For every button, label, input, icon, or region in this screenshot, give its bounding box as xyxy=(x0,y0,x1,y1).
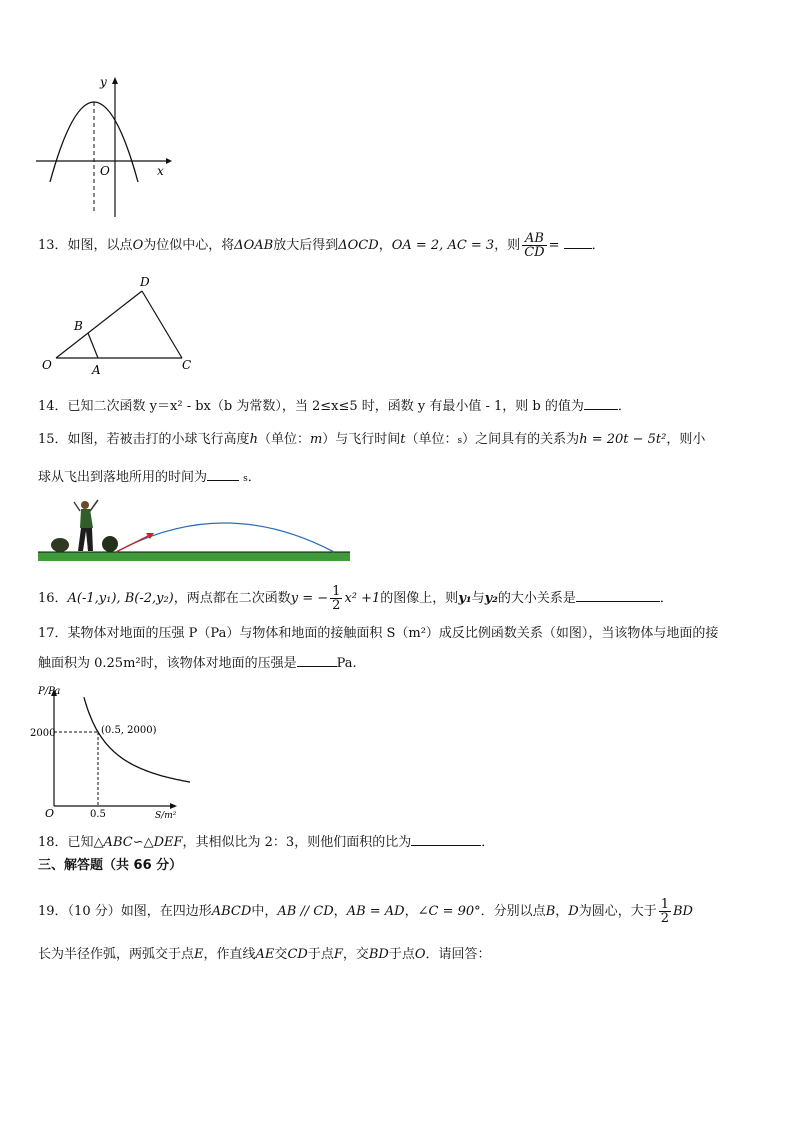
section-3-title: 三、解答题（共 66 分） xyxy=(38,858,183,873)
segment-od xyxy=(56,291,142,358)
origin-label: O xyxy=(100,164,110,178)
origin-label: O xyxy=(45,807,55,820)
label-d: D xyxy=(140,275,150,289)
triangle-figure xyxy=(34,272,204,378)
question-17-line2: 触面积为 0.25m²时，该物体对地面的压强是 Pa. xyxy=(38,652,357,674)
fraction-one-half: $\frac{1}{2}$ xyxy=(660,897,669,926)
point-label: (0.5, 2000) xyxy=(101,725,157,736)
s-axis-label: S/m² xyxy=(155,811,177,821)
y-axis-arrow xyxy=(112,77,118,84)
ball-trajectory xyxy=(116,523,334,552)
y-tick-label: 2000 xyxy=(30,728,56,739)
golf-figure xyxy=(38,496,352,566)
question-19-line2: 长为半径作弧，两弧交于点E，作直线AE交CD于点F，交BD于点O．请回答： xyxy=(38,947,491,962)
y-label: y xyxy=(100,75,107,89)
s-axis-arrow xyxy=(170,803,177,809)
segment-ba xyxy=(88,333,98,358)
answer-blank[interactable] xyxy=(576,587,660,602)
segment-dc xyxy=(142,291,182,358)
fraction-one-half: $\frac{1}{2}$ xyxy=(332,584,341,613)
inverse-proportion-curve xyxy=(84,697,190,790)
question-13: 13．如图，以点O为位似中心，将ΔOAB放大后得到ΔOCD，OA = 2, AC = 3，则 $\frac{AB}{CD}$ = ． xyxy=(38,231,605,260)
label-b: B xyxy=(74,319,83,333)
question-19-line1: 19．（10 分）如图，在四边形ABCD中，AB // CD，AB = AD，∠C = 90°．分别以点B，D为圆心，大于 $\frac{1}{2}$ BD xyxy=(38,897,693,926)
question-15-line2: 球从飞出到落地所用的时间为 s． xyxy=(38,466,261,489)
answer-blank[interactable] xyxy=(297,652,337,667)
parabola-curve xyxy=(50,102,138,182)
question-18: 18．已知△ABC∽△DEF，其相似比为 2：3，则他们面积的比为 ． xyxy=(38,831,494,853)
answer-blank[interactable] xyxy=(207,466,239,481)
question-15-line1: 15．如图，若被击打的小球飞行高度h（单位：m）与飞行时间t（单位：s）之间具有的关系为h = 20t − 5t²，则小 xyxy=(38,432,706,447)
label-o: O xyxy=(42,358,52,372)
question-14: 14．已知二次函数 y＝x² - bx（b 为常数），当 2≤x≤5 时，函数 y 有最小值 - 1，则 b 的值为 ． xyxy=(38,395,631,417)
bush-icon xyxy=(102,536,118,552)
label-a: A xyxy=(92,363,101,377)
x-label: x xyxy=(157,164,164,178)
answer-blank[interactable] xyxy=(584,395,618,410)
fraction-ab-cd: $\frac{AB}{CD}$ xyxy=(524,231,545,260)
answer-blank[interactable] xyxy=(564,234,592,249)
golfer-icon xyxy=(74,500,98,551)
x-axis-arrow xyxy=(166,158,172,164)
p-axis-label: P/Pa xyxy=(38,686,61,697)
pressure-area-chart xyxy=(30,684,190,824)
launch-arrow xyxy=(116,534,152,552)
parabola-figure xyxy=(30,72,180,222)
label-c: C xyxy=(182,358,192,372)
bush-icon xyxy=(51,538,69,552)
answer-blank[interactable] xyxy=(411,831,481,846)
question-16: 16．A(-1,y₁), B(-2,y₂)，两点都在二次函数y = − $\frac{1}{2}$ x² +1的图像上，则y₁与y₂的大小关系是 ． xyxy=(38,584,673,613)
grass-strip xyxy=(38,552,350,561)
question-17-line1: 17．某物体对地面的压强 P（Pa）与物体和地面的接触面积 S（m²）成反比例函数关系（如图），当该物体与地面的接 xyxy=(38,626,719,641)
x-tick-label: 0.5 xyxy=(90,809,106,820)
